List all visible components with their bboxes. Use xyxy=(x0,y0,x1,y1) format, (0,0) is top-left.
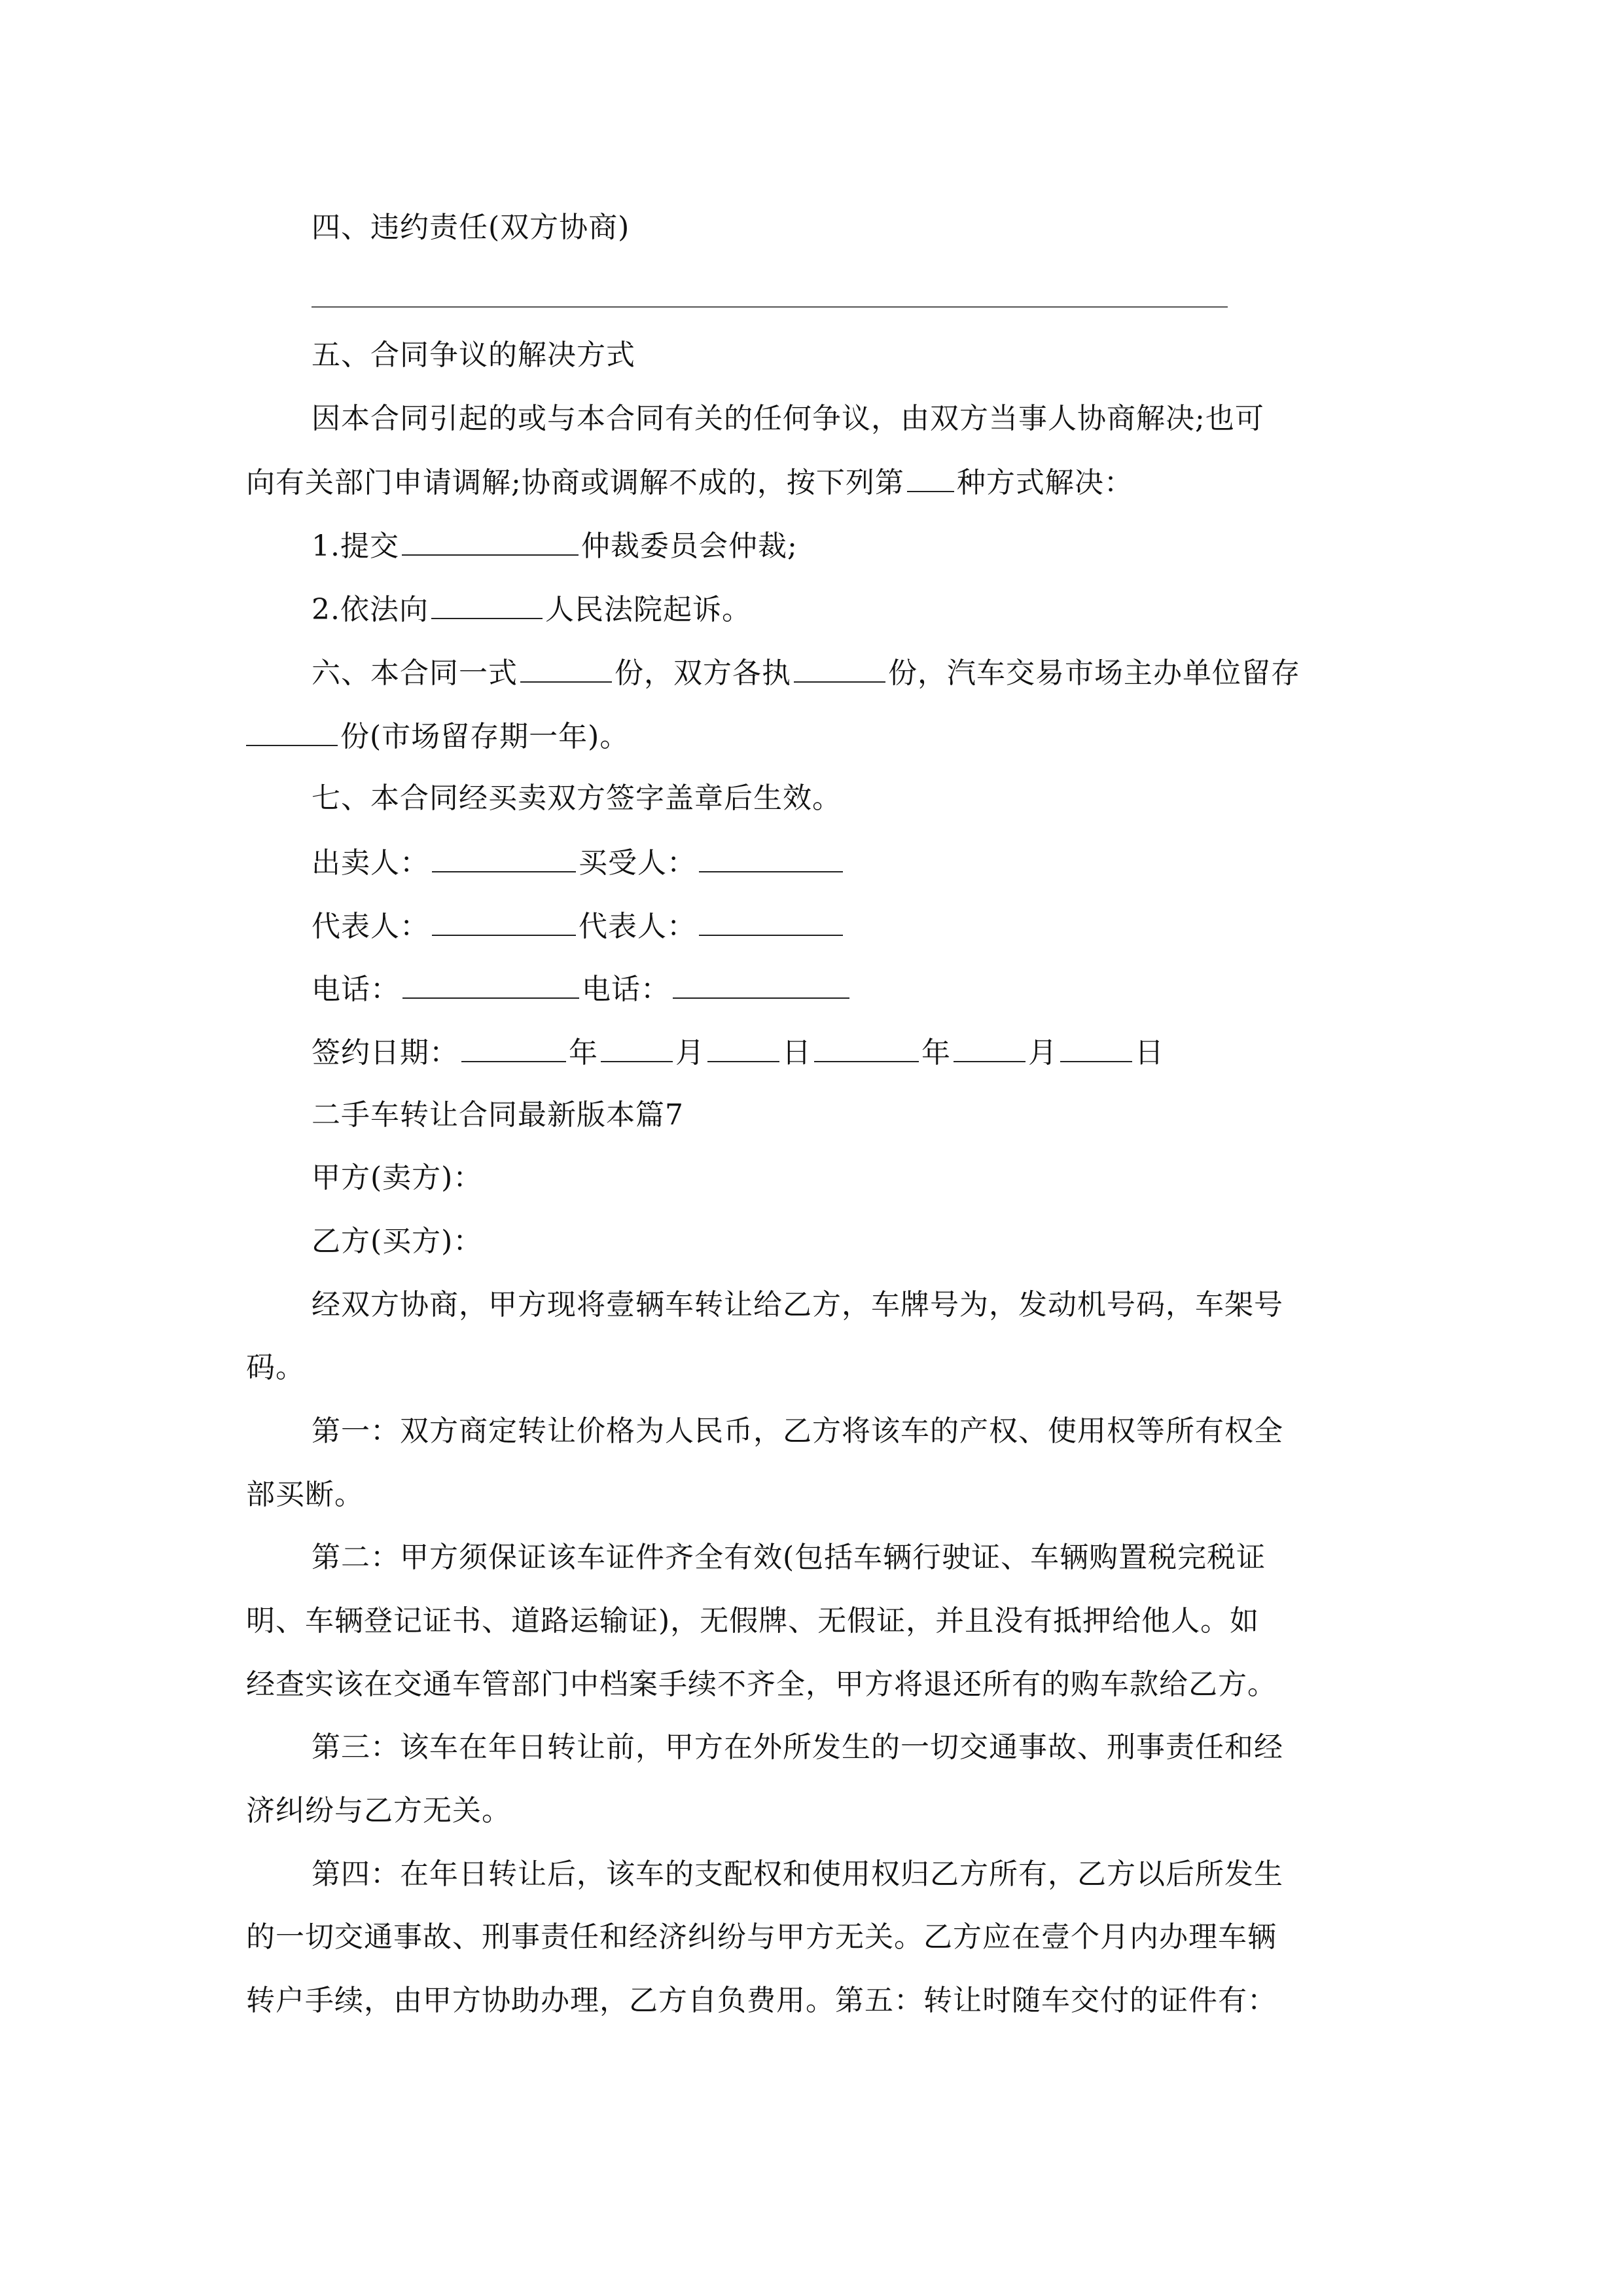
section-7-title: 七、本合同经买卖双方签字盖章后生效。 xyxy=(312,781,842,815)
seller-day-blank xyxy=(707,1032,779,1062)
clause-4-line-2: 的一切交通事故、刑事责任和经济纠纷与甲方无关。乙方应在壹个月内办理车辆 xyxy=(246,1920,1277,1954)
copies-market-blank xyxy=(246,716,338,746)
clause-3-line-1: 第三：该车在年日转让前，甲方在外所发生的一切交通事故、刑事责任和经 xyxy=(312,1731,1283,1764)
seller-representative-blank xyxy=(432,906,576,936)
copies-each-blank xyxy=(794,653,885,683)
court-blank xyxy=(431,589,543,619)
clause-1-line-2: 部买断。 xyxy=(246,1478,364,1511)
option-1-arbitration: 1.提交 仲裁委员会仲裁; xyxy=(312,526,798,566)
buyer-blank xyxy=(699,842,843,872)
section-4-title: 四、违约责任(双方协商) xyxy=(312,211,630,244)
method-number-blank xyxy=(907,462,954,492)
clause-4-line-1: 第四：在年日转让后，该车的支配权和使用权归乙方所有，乙方以后所发生 xyxy=(312,1857,1283,1891)
clause-2-line-2: 明、车辆登记证书、道路运输证)，无假牌、无假证，并且没有抵押给他人。如 xyxy=(246,1604,1260,1638)
option-2-litigation: 2.依法向 人民法院起诉。 xyxy=(312,589,751,630)
seller-phone-blank xyxy=(402,969,579,999)
signature-phones: 电话： 电话： xyxy=(312,969,852,1009)
seller-month-blank xyxy=(601,1032,673,1062)
section-5-paragraph-line-1: 因本合同引起的或与本合同有关的任何争议，由双方当事人协商解决;也可 xyxy=(312,402,1264,435)
buyer-representative-blank xyxy=(699,906,843,936)
section-5-paragraph-line-2: 向有关部门申请调解;协商或调解不成的，按下列第 种方式解决： xyxy=(246,462,1133,503)
section-5-title: 五、合同争议的解决方式 xyxy=(312,338,635,372)
clause-2-line-1: 第二：甲方须保证该车证件齐全有效(包括车辆行驶证、车辆购置税完税证 xyxy=(312,1541,1266,1574)
clause-3-line-2: 济纠纷与乙方无关。 xyxy=(246,1794,511,1827)
arbitration-committee-blank xyxy=(402,526,579,556)
buyer-day-blank xyxy=(1060,1032,1132,1062)
clause-4-line-3: 转户手续，由甲方协助办理，乙方自负费用。第五：转让时随车交付的证件有： xyxy=(246,1984,1277,2017)
clause-2-line-3: 经查实该在交通车管部门中档案手续不齐全，甲方将退还所有的购车款给乙方。 xyxy=(246,1668,1277,1701)
section-6-line-1: 六、本合同一式 份，双方各执 份，汽车交易市场主办单位留存 xyxy=(312,653,1300,693)
seller-year-blank xyxy=(461,1032,566,1062)
fill-in-rule xyxy=(312,306,1228,308)
clause-1-line-1: 第一：双方商定转让价格为人民币，乙方将该车的产权、使用权等所有权全 xyxy=(312,1414,1283,1448)
copies-total-blank xyxy=(520,653,612,683)
buyer-year-blank xyxy=(814,1032,919,1062)
section-6-line-2: 份(市场留存期一年)。 xyxy=(246,716,629,757)
buyer-phone-blank xyxy=(673,969,849,999)
intro-line-2: 码。 xyxy=(246,1351,305,1384)
signing-date: 签约日期： 年 月 日 年 月 日 xyxy=(312,1032,1164,1073)
intro-line-1: 经双方协商，甲方现将壹辆车转让给乙方，车牌号为，发动机号码，车架号 xyxy=(312,1288,1283,1321)
seller-blank xyxy=(432,842,576,872)
party-b-buyer: 乙方(买方)： xyxy=(312,1225,483,1258)
signature-representatives: 代表人： 代表人： xyxy=(312,906,846,946)
party-a-seller: 甲方(卖方)： xyxy=(312,1161,483,1194)
article-7-heading: 二手车转让合同最新版本篇7 xyxy=(312,1098,684,1132)
buyer-month-blank xyxy=(954,1032,1026,1062)
signature-seller-buyer: 出卖人： 买受人： xyxy=(312,842,846,883)
